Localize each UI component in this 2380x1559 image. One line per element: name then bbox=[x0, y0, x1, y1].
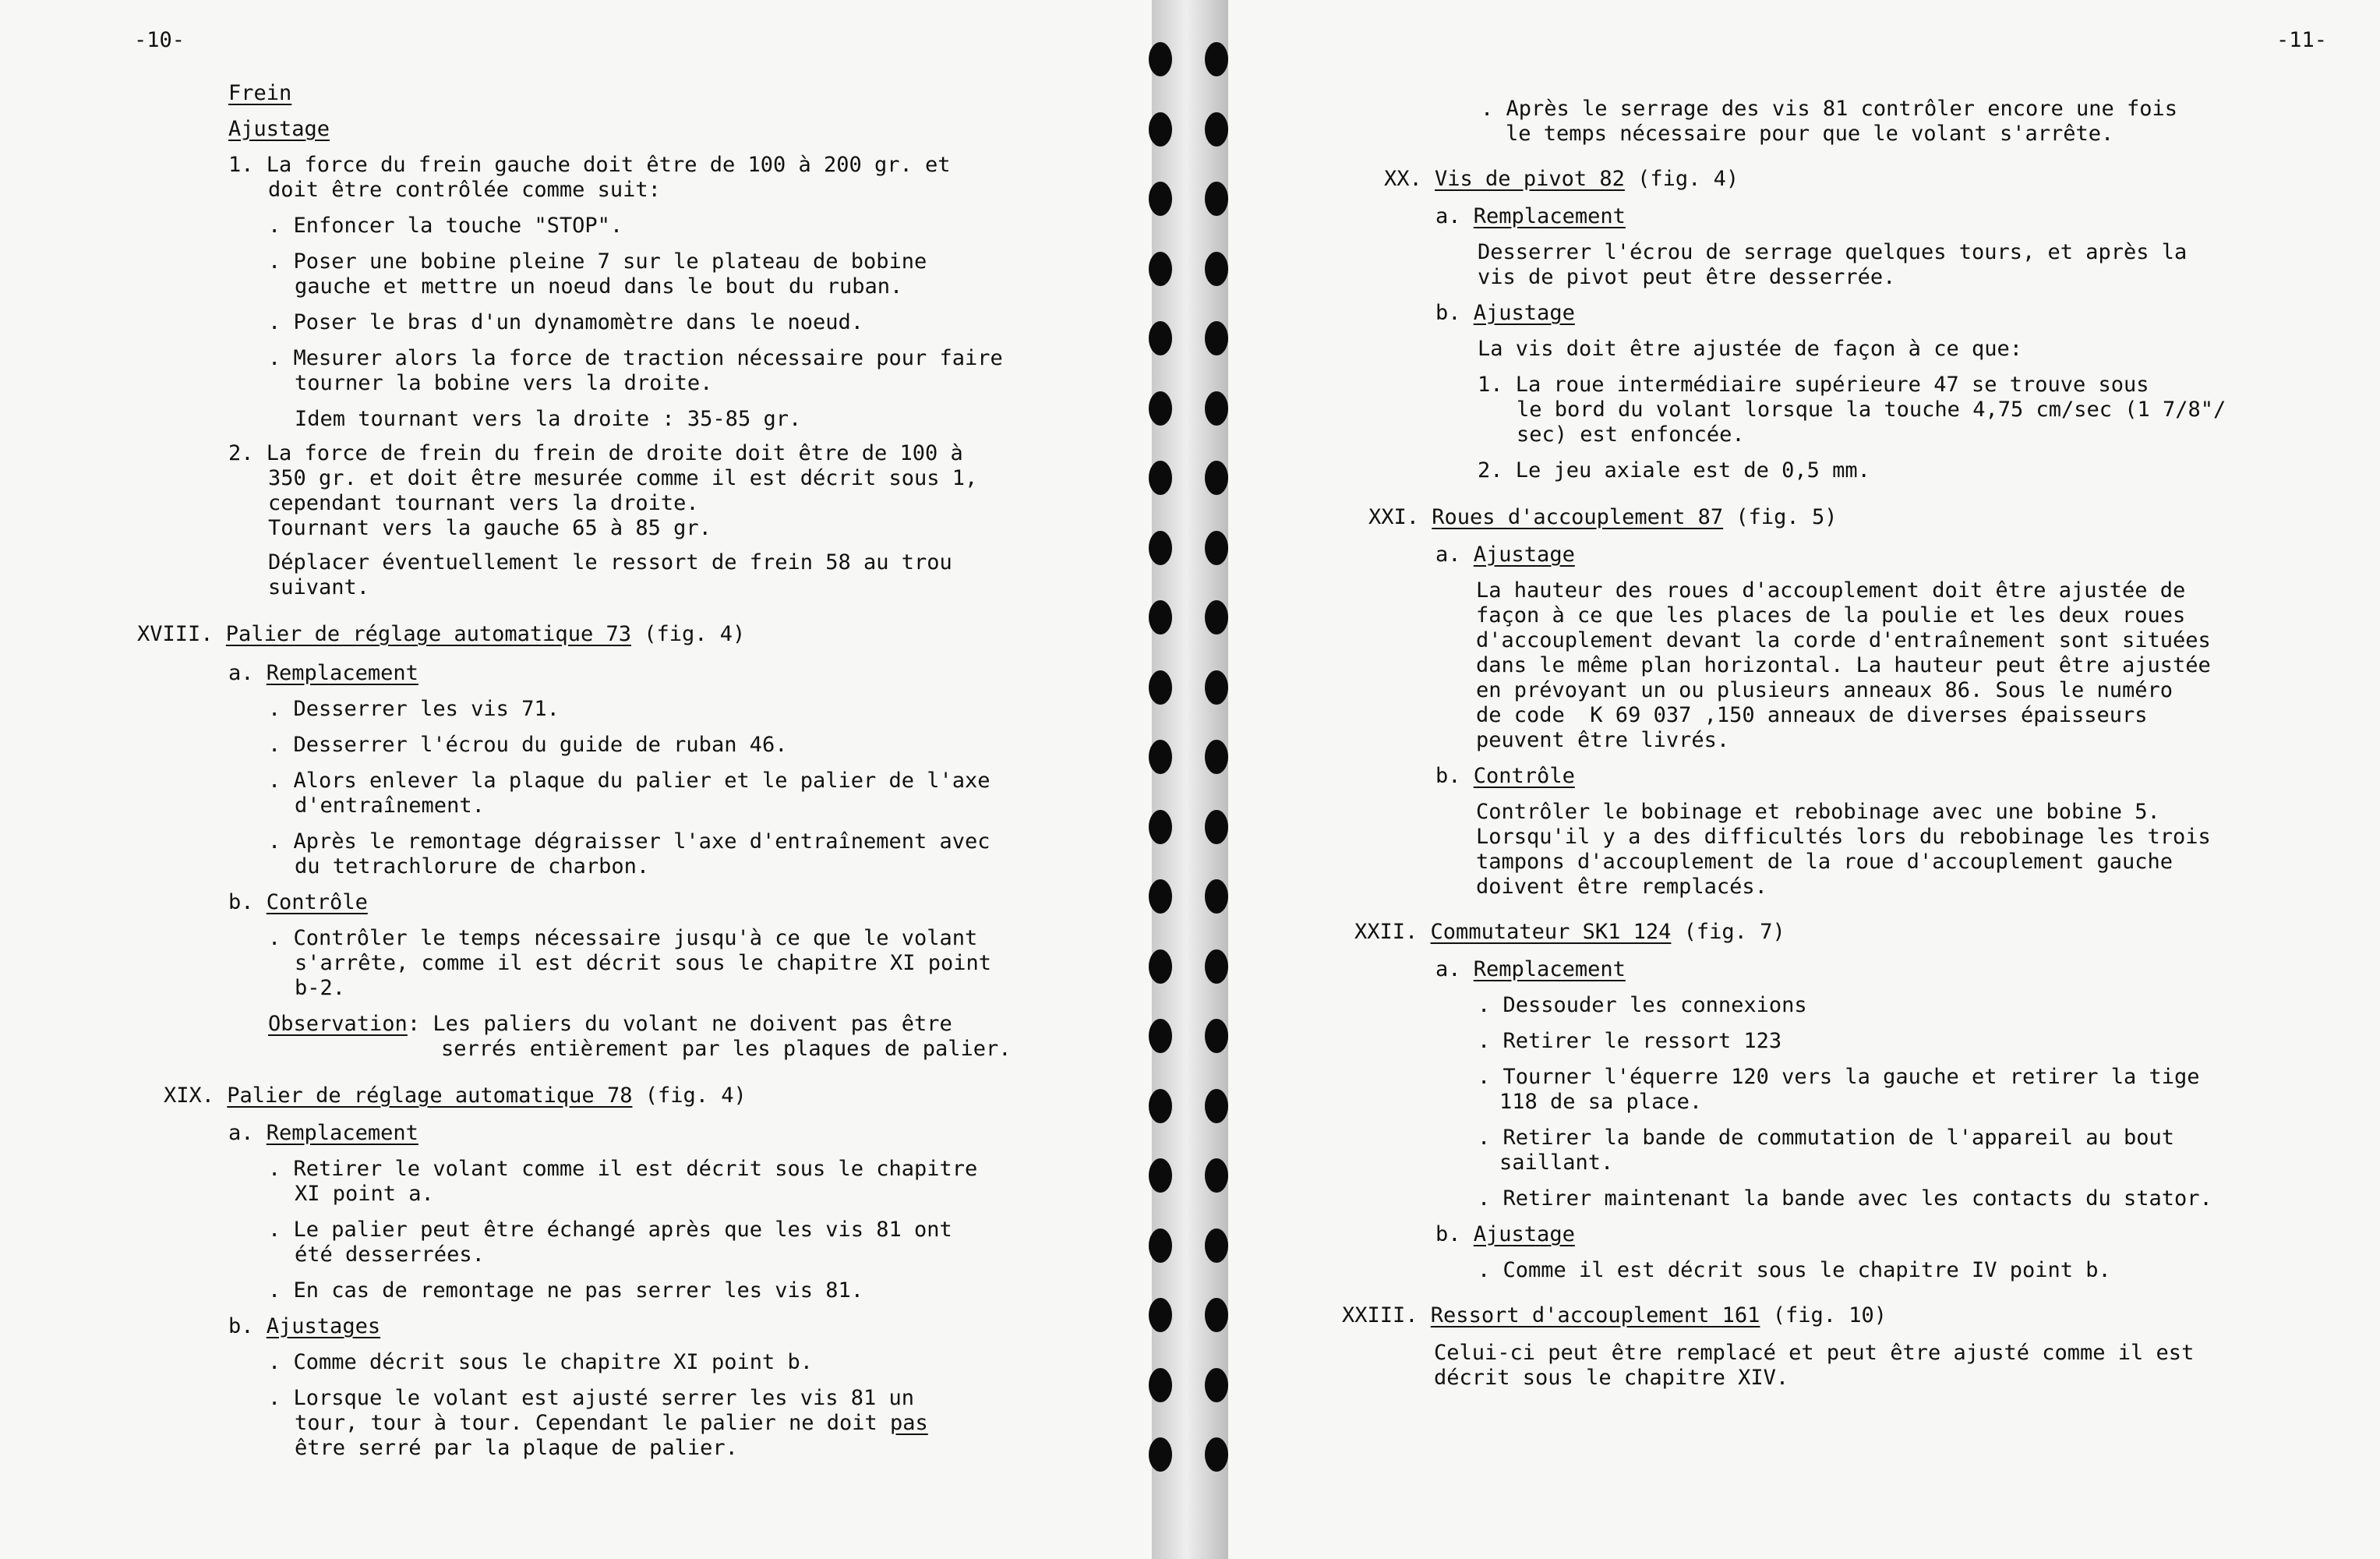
line-text: d'accouplement devant la corde d'entraînement sont situées bbox=[1476, 628, 2211, 652]
text-line bbox=[268, 1350, 813, 1375]
line-text: b-2. bbox=[295, 976, 346, 1000]
binding-hole bbox=[1205, 461, 1228, 495]
line-text: La vis doit être ajustée de façon à ce que: bbox=[1478, 337, 2022, 361]
text-line bbox=[268, 1278, 863, 1303]
right-page bbox=[1228, 0, 2380, 1559]
text-line bbox=[1478, 458, 1870, 483]
text-line bbox=[1384, 167, 1739, 192]
heading-text: Contrôle bbox=[1473, 764, 1575, 788]
binding-hole bbox=[1205, 670, 1228, 705]
text-line bbox=[268, 466, 977, 491]
text-line bbox=[1435, 543, 1575, 567]
binding-hole bbox=[1205, 740, 1228, 774]
binding-hole bbox=[1205, 1089, 1228, 1123]
text-line bbox=[1476, 653, 2211, 678]
line-text: sec) est enfoncée. bbox=[1517, 422, 1745, 447]
text-line bbox=[1476, 800, 2160, 825]
binding-hole bbox=[1205, 531, 1228, 565]
text-line bbox=[1517, 398, 2226, 422]
text-line bbox=[268, 926, 977, 951]
line-text: a. bbox=[228, 1121, 267, 1145]
line-text: peuvent être livrés. bbox=[1476, 728, 1730, 752]
text-line bbox=[268, 575, 369, 600]
line-text: XXI. bbox=[1368, 505, 1432, 529]
line-text: b. bbox=[1435, 301, 1474, 325]
heading-text: Ressort d'accouplement 161 bbox=[1430, 1303, 1760, 1327]
binding-hole bbox=[1149, 391, 1172, 426]
line-text: 2. La force de frein du frein de droite doit être de 100 à bbox=[228, 441, 963, 465]
text-line bbox=[1368, 505, 1837, 530]
line-text: . Desserrer l'écrou du guide de ruban 46. bbox=[268, 733, 788, 757]
text-line bbox=[1478, 1126, 2174, 1151]
text-line bbox=[1478, 337, 2022, 362]
text-line bbox=[268, 1386, 914, 1411]
line-text: le bord du volant lorsque la touche 4,75 cm/sec (1 7/8"/ bbox=[1517, 398, 2226, 422]
text-line bbox=[1435, 957, 1626, 982]
line-text: . Retirer maintenant la bande avec les contacts du stator. bbox=[1478, 1186, 2212, 1211]
line-text: (fig. 4) bbox=[630, 622, 746, 646]
text-line bbox=[295, 951, 991, 976]
line-text: de code K 69 037 ,150 anneaux de diverses épaisseurs bbox=[1476, 703, 2148, 727]
text-line bbox=[268, 178, 661, 203]
line-text: . Comme il est décrit sous le chapitre IV point b. bbox=[1478, 1258, 2111, 1282]
text-line bbox=[295, 1182, 434, 1207]
binding-hole bbox=[1205, 42, 1228, 76]
text-line bbox=[1478, 1029, 1781, 1054]
heading-text: Ajustages bbox=[266, 1314, 381, 1338]
text-line bbox=[268, 1218, 952, 1243]
text-line bbox=[1478, 240, 2187, 265]
line-text: d'entraînement. bbox=[295, 794, 485, 818]
text-line bbox=[1435, 764, 1575, 789]
text-line bbox=[1499, 1151, 1613, 1175]
binding-hole bbox=[1149, 949, 1172, 984]
text-line bbox=[1476, 603, 2185, 628]
text-line bbox=[441, 1037, 1012, 1062]
binding-hole bbox=[1149, 600, 1172, 635]
binding-hole bbox=[1149, 1437, 1172, 1472]
line-text: b. bbox=[228, 1314, 267, 1338]
heading-text: pas bbox=[890, 1411, 928, 1435]
text-line bbox=[1435, 1222, 1575, 1247]
line-text: façon à ce que les places de la poulie et les deux roues bbox=[1476, 603, 2186, 627]
heading-text: Remplacement bbox=[1473, 204, 1626, 228]
line-text: XVIII. bbox=[137, 622, 226, 646]
heading-text: Commutateur SK1 124 bbox=[1430, 920, 1672, 944]
line-text: doivent être remplacés. bbox=[1476, 875, 1767, 899]
text-line bbox=[1499, 1090, 1702, 1115]
text-line bbox=[268, 733, 787, 758]
line-text: . Dessouder les connexions bbox=[1478, 993, 1807, 1017]
binding-hole bbox=[1205, 182, 1228, 216]
text-line bbox=[1434, 1341, 2194, 1366]
line-text: : Les paliers du volant ne doivent pas être bbox=[407, 1012, 952, 1036]
text-line bbox=[268, 550, 952, 575]
line-text: b. bbox=[1435, 1222, 1474, 1246]
line-text: gauche et mettre un noeud dans le bout du ruban. bbox=[295, 274, 903, 299]
heading-text: Vis de pivot 82 bbox=[1435, 167, 1625, 191]
heading-text: Contrôle bbox=[266, 890, 368, 914]
heading-text: Remplacement bbox=[266, 661, 418, 685]
line-text: (fig. 10) bbox=[1760, 1303, 1887, 1327]
binding-hole bbox=[1205, 1298, 1228, 1332]
binding-hole bbox=[1149, 1019, 1172, 1053]
line-text: . Comme décrit sous le chapitre XI point b. bbox=[268, 1350, 813, 1374]
line-text: . Poser une bobine pleine 7 sur le plateau de bobine bbox=[268, 249, 927, 274]
binding-hole bbox=[1149, 321, 1172, 355]
line-text: en prévoyant un ou plusieurs anneaux 86. Sous le numéro bbox=[1476, 678, 2173, 702]
text-line bbox=[295, 407, 801, 432]
text-line bbox=[228, 1121, 418, 1146]
binding-hole bbox=[1205, 1158, 1228, 1193]
text-line bbox=[268, 346, 1003, 371]
binding-hole bbox=[1205, 600, 1228, 635]
text-line bbox=[228, 153, 951, 178]
line-text: Lorsqu'il y a des difficultés lors du rebobinage les trois bbox=[1476, 825, 2211, 849]
text-line bbox=[295, 274, 902, 299]
line-text: XIX. bbox=[164, 1084, 228, 1108]
text-line bbox=[268, 1012, 952, 1037]
line-text: La hauteur des roues d'accouplement doit être ajustée de bbox=[1476, 578, 2186, 603]
binding-hole bbox=[1149, 879, 1172, 914]
binding-hole bbox=[1149, 1368, 1172, 1402]
binding-hole bbox=[1205, 879, 1228, 914]
binding-hole bbox=[1205, 810, 1228, 844]
spiral-binding bbox=[1152, 0, 1228, 1559]
line-text: Celui-ci peut être remplacé et peut être ajusté comme il est bbox=[1434, 1341, 2195, 1365]
line-text: b. bbox=[1435, 764, 1474, 788]
line-text: 118 de sa place. bbox=[1499, 1090, 1703, 1114]
text-line bbox=[1435, 301, 1575, 326]
line-text: . Mesurer alors la force de traction nécessaire pour faire bbox=[268, 346, 1003, 370]
line-text: Déplacer éventuellement le ressort de frein 58 au trou bbox=[268, 550, 952, 574]
line-text: serrés entièrement par les plaques de palier. bbox=[441, 1037, 1012, 1061]
text-line bbox=[268, 1157, 977, 1182]
line-text: 2. Le jeu axiale est de 0,5 mm. bbox=[1478, 458, 1870, 483]
line-text: . Alors enlever la plaque du palier et le palier de l'axe bbox=[268, 769, 990, 793]
line-text: été desserrées. bbox=[295, 1243, 485, 1267]
line-text: XX. bbox=[1384, 167, 1435, 191]
binding-hole bbox=[1205, 112, 1228, 147]
text-line bbox=[1517, 422, 1745, 447]
line-text: . Contrôler le temps nécessaire jusqu'à ce que le volant bbox=[268, 926, 978, 950]
line-text: . Retirer la bande de commutation de l'appareil au bout bbox=[1478, 1126, 2175, 1150]
binding-hole bbox=[1205, 1368, 1228, 1402]
text-line bbox=[1478, 373, 2149, 398]
text-line bbox=[268, 829, 990, 854]
heading-text: Ajustage bbox=[1473, 1222, 1575, 1246]
line-text: . Le palier peut être échangé après que les vis 81 ont bbox=[268, 1218, 952, 1242]
line-text: cependant tournant vers la droite. bbox=[268, 491, 699, 515]
binding-hole bbox=[1149, 670, 1172, 705]
binding-hole bbox=[1205, 1228, 1228, 1263]
binding-hole bbox=[1149, 531, 1172, 565]
heading-text: Ajustage bbox=[1473, 301, 1575, 325]
line-text: 1. La roue intermédiaire supérieure 47 se trouve sous bbox=[1478, 373, 2149, 397]
line-text: tampons d'accouplement de la roue d'accouplement gauche bbox=[1476, 850, 2173, 874]
line-text: a. bbox=[228, 661, 267, 685]
binding-hole bbox=[1149, 1158, 1172, 1193]
line-text: . Enfoncer la touche "STOP". bbox=[268, 214, 623, 238]
text-line bbox=[268, 310, 863, 335]
line-text: . Desserrer les vis 71. bbox=[268, 697, 560, 721]
text-line bbox=[1476, 728, 1729, 753]
text-line bbox=[1478, 1065, 2200, 1090]
text-line bbox=[228, 1314, 380, 1339]
line-text: . Poser le bras d'un dynamomètre dans le noeud. bbox=[268, 310, 864, 334]
text-line bbox=[268, 249, 927, 274]
text-line bbox=[137, 622, 745, 647]
text-line bbox=[295, 1243, 485, 1267]
text-line bbox=[268, 697, 560, 722]
text-line bbox=[1354, 920, 1785, 945]
line-text: Contrôler le bobinage et rebobinage avec une bobine 5. bbox=[1476, 800, 2160, 824]
line-text: a. bbox=[1435, 957, 1474, 981]
text-line bbox=[1434, 1366, 1789, 1391]
line-text: vis de pivot peut être desserrée. bbox=[1478, 265, 1896, 289]
line-text: s'arrête, comme il est décrit sous le chapitre XI point bbox=[295, 951, 992, 975]
binding-hole bbox=[1205, 949, 1228, 984]
binding-hole bbox=[1149, 252, 1172, 286]
page-number: -11- bbox=[2276, 28, 2327, 52]
line-text: . Retirer le ressort 123 bbox=[1478, 1029, 1782, 1053]
line-text: (fig. 4) bbox=[1624, 167, 1739, 191]
binding-hole bbox=[1149, 461, 1172, 495]
text-line bbox=[268, 214, 623, 239]
line-text: décrit sous le chapitre XIV. bbox=[1434, 1366, 1789, 1390]
text-line bbox=[1478, 1258, 2111, 1283]
binding-hole bbox=[1149, 810, 1172, 844]
binding-hole bbox=[1149, 740, 1172, 774]
line-text: du tetrachlorure de charbon. bbox=[295, 854, 650, 878]
text-line bbox=[228, 81, 291, 106]
line-text: suivant. bbox=[268, 575, 370, 599]
text-line bbox=[1476, 850, 2173, 875]
text-line bbox=[1435, 204, 1626, 229]
line-text: . Après le remontage dégraisser l'axe d'entraînement avec bbox=[268, 829, 990, 854]
text-line bbox=[228, 117, 330, 142]
heading-text: Ajustage bbox=[228, 117, 330, 141]
text-line bbox=[228, 890, 368, 915]
binding-hole bbox=[1205, 1019, 1228, 1053]
heading-text: Remplacement bbox=[1473, 957, 1626, 981]
text-line bbox=[228, 661, 418, 686]
line-text: . Lorsque le volant est ajusté serrer les vis 81 un bbox=[268, 1386, 915, 1410]
text-line bbox=[268, 516, 712, 541]
line-text: le temps nécessaire pour que le volant s'arrête. bbox=[1506, 122, 2114, 146]
text-line bbox=[268, 491, 699, 516]
binding-hole bbox=[1149, 182, 1172, 216]
line-text: b. bbox=[228, 890, 267, 914]
binding-hole bbox=[1149, 1089, 1172, 1123]
text-line bbox=[1478, 265, 1895, 290]
line-text: XI point a. bbox=[295, 1182, 434, 1206]
line-text: XXII. bbox=[1354, 920, 1431, 944]
binding-hole bbox=[1149, 1228, 1172, 1263]
text-line bbox=[1476, 825, 2211, 850]
binding-hole bbox=[1205, 321, 1228, 355]
line-text: a. bbox=[1435, 543, 1474, 567]
binding-hole bbox=[1205, 391, 1228, 426]
text-line bbox=[1478, 993, 1807, 1018]
text-line bbox=[295, 1436, 738, 1461]
text-line bbox=[1481, 97, 2177, 122]
text-line bbox=[164, 1084, 747, 1108]
text-line bbox=[1476, 578, 2185, 603]
line-text: (fig. 5) bbox=[1723, 505, 1838, 529]
binding-hole bbox=[1149, 1298, 1172, 1332]
line-text: . Après le serrage des vis 81 contrôler encore une fois bbox=[1481, 97, 2178, 121]
text-line bbox=[1342, 1303, 1887, 1328]
line-text: tour, tour à tour. Cependant le palier ne doit bbox=[295, 1411, 891, 1435]
line-text: (fig. 4) bbox=[632, 1084, 747, 1108]
heading-text: Ajustage bbox=[1473, 543, 1575, 567]
binding-hole bbox=[1205, 1437, 1228, 1472]
line-text: Tournant vers la gauche 65 à 85 gr. bbox=[268, 516, 712, 540]
text-line bbox=[268, 769, 990, 794]
text-line bbox=[295, 976, 345, 1001]
line-text: dans le même plan horizontal. La hauteur peut être ajustée bbox=[1476, 653, 2211, 677]
line-text: XXIII. bbox=[1342, 1303, 1431, 1327]
text-line bbox=[295, 1411, 928, 1436]
line-text: être serré par la plaque de palier. bbox=[295, 1436, 738, 1460]
heading-text: Palier de réglage automatique 78 bbox=[227, 1084, 633, 1108]
line-text: saillant. bbox=[1499, 1151, 1614, 1175]
line-text: doit être contrôlée comme suit: bbox=[268, 178, 661, 202]
text-line bbox=[295, 794, 485, 818]
line-text: Desserrer l'écrou de serrage quelques tours, et après la bbox=[1478, 240, 2188, 264]
left-page bbox=[0, 0, 1152, 1559]
heading-text: Palier de réglage automatique 73 bbox=[225, 622, 631, 646]
text-line bbox=[1476, 703, 2148, 728]
line-text: (fig. 7) bbox=[1671, 920, 1785, 944]
line-text: . Tourner l'équerre 120 vers la gauche et retirer la tige bbox=[1478, 1065, 2200, 1089]
text-line bbox=[295, 854, 649, 879]
page-number: -10- bbox=[134, 28, 185, 52]
heading-text: Remplacement bbox=[266, 1121, 418, 1145]
line-text: 350 gr. et doit être mesurée comme il est décrit sous 1, bbox=[268, 466, 978, 490]
heading-text: Roues d'accouplement 87 bbox=[1432, 505, 1724, 529]
text-line bbox=[1476, 678, 2173, 703]
text-line bbox=[1506, 122, 2113, 147]
line-text: Idem tournant vers la droite : 35-85 gr. bbox=[295, 407, 802, 431]
line-text: . Retirer le volant comme il est décrit sous le chapitre bbox=[268, 1157, 978, 1181]
line-text: . En cas de remontage ne pas serrer les vis 81. bbox=[268, 1278, 864, 1303]
text-line bbox=[1478, 1186, 2212, 1211]
text-line bbox=[295, 371, 712, 396]
text-line bbox=[1476, 875, 1767, 900]
text-line bbox=[228, 441, 963, 466]
line-text: a. bbox=[1435, 204, 1474, 228]
line-text: tourner la bobine vers la droite. bbox=[295, 371, 713, 395]
binding-hole bbox=[1149, 42, 1172, 76]
heading-text: Frein bbox=[228, 81, 292, 105]
text-line bbox=[1476, 628, 2211, 653]
binding-hole bbox=[1149, 112, 1172, 147]
line-text: 1. La force du frein gauche doit être de 100 à 200 gr. et bbox=[228, 153, 951, 177]
heading-text: Observation bbox=[268, 1012, 408, 1036]
binding-hole bbox=[1205, 252, 1228, 286]
